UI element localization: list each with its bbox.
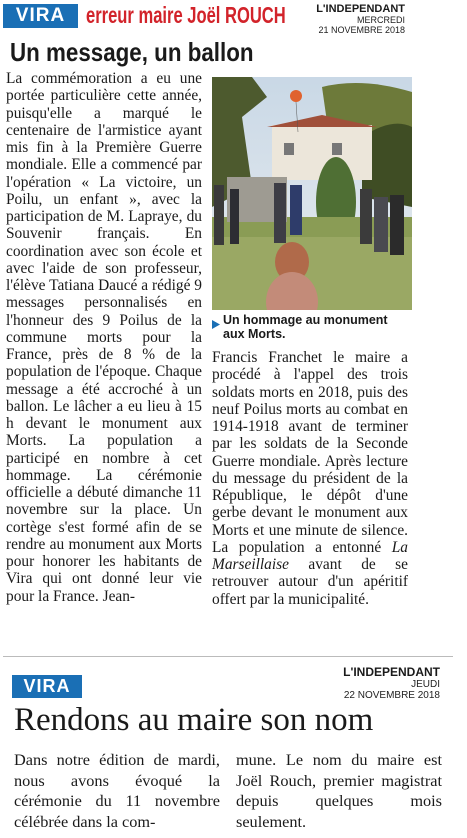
paper-name-2: L'INDEPENDANT bbox=[343, 665, 440, 679]
paper-day-2: JEUDI bbox=[411, 679, 440, 690]
article2-column-right bbox=[236, 750, 442, 832]
article-column-left bbox=[6, 70, 202, 605]
body-right-part-a: Francis Franchet le maire a procédé à l'appel des trois soldats morts en 2018, puis des neuf Poilus morts au combat en 1914-1918 avant de terminer par les soldats de la Seconde Guerre mondiale. Après lecture du message du président de la République, le dépôt d'une gerbe devant le monument aux Morts et une minute de silence. La population a entonné bbox=[212, 349, 408, 556]
paper-date: 21 NOVEMBRE 2018 bbox=[318, 25, 405, 35]
section-tag-2: VIRA bbox=[12, 675, 82, 698]
caption-bullet-icon bbox=[212, 316, 221, 325]
article2-body-right: mune. Le nom du maire est Joël Rouch, premier magistrat depuis quelques mois seulement. bbox=[236, 750, 442, 831]
article-body-left: La commémoration a eu une portée particulière cette année, puisqu'elle a marqué le centenaire de l'armistice ayant mis fin à la Première Guerre mondiale. Elle a commencé par l'opération « La victoire, un Poilu, un enfant », avec la participation de M. Lapraye, du Souvenir français. En coordination avec son école et avec l'aide de son professeur, l'élève Tatiana Daucé a rédigé 9 messages personnalisés en l'honneur des 9 Poilus de la commune morts pour la France, près de 8 % de la population de l'époque. Chaque message a été accroché à un ballon. Le lâcher a eu lieu à 15 h devant le monument aux Morts. La population a participé en nombre à cet hommage. La cérémonie officielle a débuté dimanche 11 novembre sur la place. Un cortège s'est formé afin de se rendre au monument aux Morts pour honorer les habitants de Vira qui ont donné leur vie pour la France. Jean- bbox=[6, 70, 202, 605]
ceremony-photo bbox=[212, 77, 412, 310]
article-column-right bbox=[212, 349, 408, 608]
article-body-right bbox=[212, 349, 408, 608]
photo-illustration bbox=[212, 77, 412, 310]
paper-name: L'INDEPENDANT bbox=[316, 3, 405, 15]
article2-body-left: Dans notre édition de mardi, nous avons évoqué la cérémonie du 11 novembre célébrée dans la com- bbox=[14, 750, 220, 831]
article-separator bbox=[3, 656, 453, 657]
paper-info-2 bbox=[300, 666, 440, 701]
photo-caption: Un hommage au monument aux Morts. bbox=[223, 313, 388, 341]
article-title: Un message, un ballon bbox=[10, 37, 254, 67]
paper-date-2: 22 NOVEMBRE 2018 bbox=[343, 690, 440, 701]
body-right-part-b: avant de se retrouver autour d'un apéritif offert par la municipalité. bbox=[212, 556, 408, 608]
paper-day: MERCREDI bbox=[356, 15, 405, 25]
article2-column-left bbox=[14, 750, 220, 832]
paper-info bbox=[265, 4, 405, 35]
section-tag: VIRA bbox=[3, 4, 78, 28]
article-title-2: Rendons au maire son nom bbox=[14, 702, 374, 738]
body-right-italic: La Marseillaise bbox=[212, 538, 408, 573]
correction-headline: erreur maire Joël ROUCH bbox=[86, 2, 286, 28]
